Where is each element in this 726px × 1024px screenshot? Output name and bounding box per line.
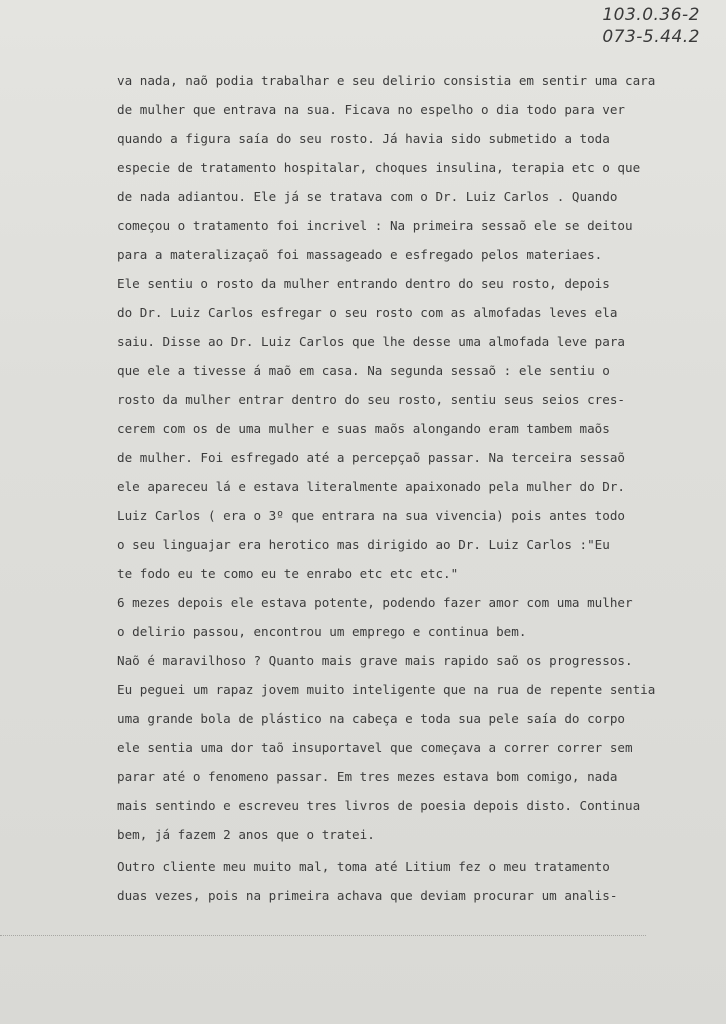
text-line: va nada, naõ podia trabalhar e seu delirio consistia em sentir uma cara: [117, 73, 656, 88]
text-line: cerem com os de uma mulher e suas maõs alongando eram tambem maõs: [117, 421, 610, 436]
text-line: ele apareceu lá e estava literalmente apaixonado pela mulher do Dr.: [117, 479, 625, 494]
text-line: rosto da mulher entrar dentro do seu rosto, sentiu seus seios cres-: [117, 392, 625, 407]
archive-reference-codes: [602, 4, 700, 48]
text-line: ele sentia uma dor taõ insuportavel que começava a correr correr sem: [117, 740, 633, 755]
typewritten-body: [117, 66, 677, 910]
text-line: do Dr. Luiz Carlos esfregar o seu rosto com as almofadas leves ela: [117, 305, 618, 320]
text-line: que ele a tivesse á maõ em casa. Na segunda sessaõ : ele sentiu o: [117, 363, 610, 378]
archive-code: 073-5.44.2: [602, 27, 700, 47]
text-line: de mulher. Foi esfregado até a percepçaõ passar. Na terceira sessaõ: [117, 450, 625, 465]
text-line: Ele sentiu o rosto da mulher entrando dentro do seu rosto, depois: [117, 276, 610, 291]
text-line: começou o tratamento foi incrivel : Na primeira sessaõ ele se deitou: [117, 218, 633, 233]
text-line: parar até o fenomeno passar. Em tres mezes estava bom comigo, nada: [117, 769, 618, 784]
text-line: especie de tratamento hospitalar, choques insulina, terapia etc o que: [117, 160, 641, 175]
text-line: duas vezes, pois na primeira achava que deviam procurar um analis-: [117, 888, 618, 903]
text-line: bem, já fazem 2 anos que o tratei.: [117, 827, 375, 842]
page-fold-line: [0, 935, 646, 936]
text-line: 6 mezes depois ele estava potente, podendo fazer amor com uma mulher: [117, 595, 633, 610]
text-line: mais sentindo e escreveu tres livros de poesia depois disto. Continua: [117, 798, 641, 813]
text-line: Outro cliente meu muito mal, toma até Litium fez o meu tratamento: [117, 859, 610, 874]
text-line: o seu linguajar era herotico mas dirigido ao Dr. Luiz Carlos :"Eu: [117, 537, 610, 552]
text-line: de nada adiantou. Ele já se tratava com o Dr. Luiz Carlos . Quando: [117, 189, 618, 204]
text-line: te fodo eu te como eu te enrabo etc etc etc.": [117, 566, 459, 581]
text-line: para a materalizaçaõ foi massageado e esfregado pelos materiaes.: [117, 247, 603, 262]
text-line: Naõ é maravilhoso ? Quanto mais grave mais rapido saõ os progressos.: [117, 653, 633, 668]
text-line: saiu. Disse ao Dr. Luiz Carlos que lhe desse uma almofada leve para: [117, 334, 625, 349]
text-line: de mulher que entrava na sua. Ficava no espelho o dia todo para ver: [117, 102, 625, 117]
text-line: Eu peguei um rapaz jovem muito inteligente que na rua de repente sentia: [117, 682, 656, 697]
text-line: Luiz Carlos ( era o 3º que entrara na sua vivencia) pois antes todo: [117, 508, 625, 523]
text-line: quando a figura saía do seu rosto. Já havia sido submetido a toda: [117, 131, 610, 146]
text-line: uma grande bola de plástico na cabeça e toda sua pele saía do corpo: [117, 711, 625, 726]
text-line: o delirio passou, encontrou um emprego e continua bem.: [117, 624, 527, 639]
archive-code: 103.0.36-2: [602, 5, 700, 25]
